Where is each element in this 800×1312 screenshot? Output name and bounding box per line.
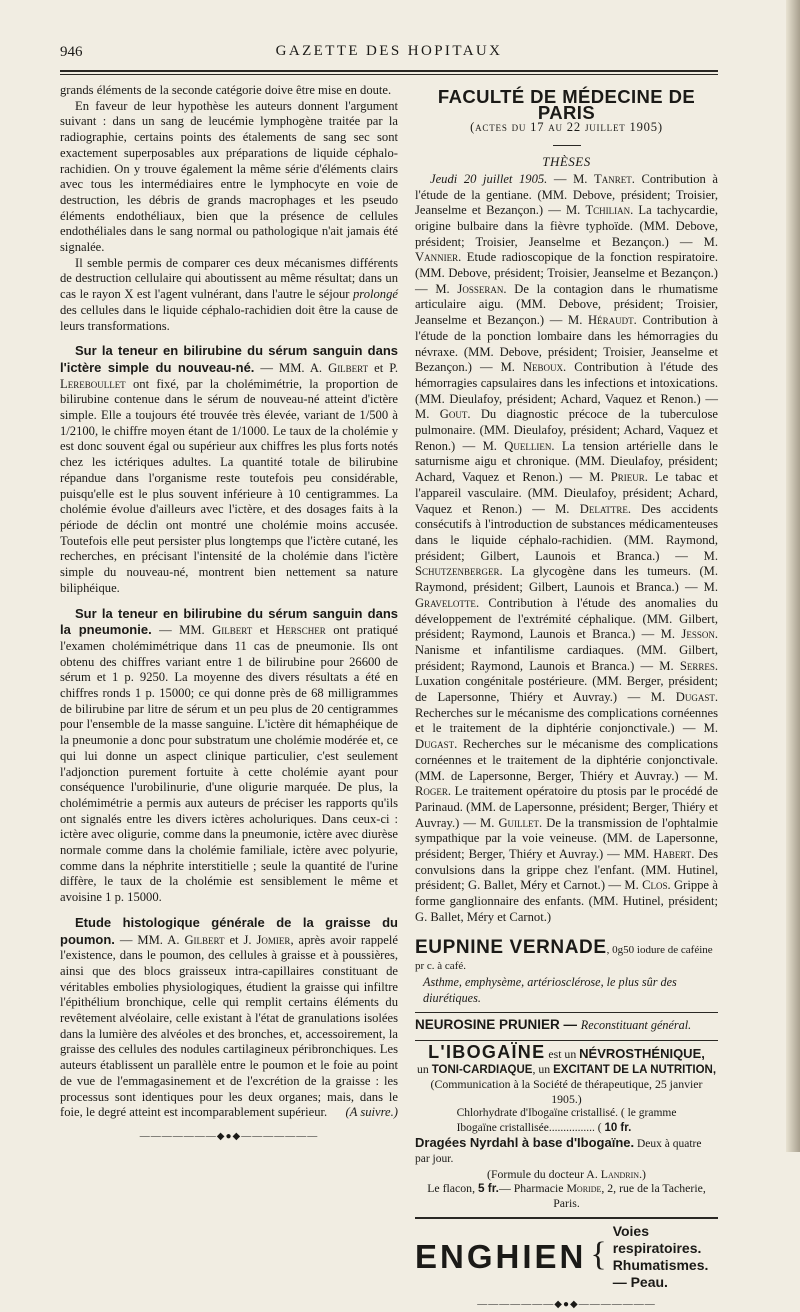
author-name: Gout [439,407,468,422]
header-rule-thick [60,70,718,72]
author-name: Clos [642,878,668,893]
section-heading: Sur la teneur en bilirubine du sérum sanguin dans l'ictère simple du nouveau-né. [60,343,398,375]
author-name: Guillet [498,815,540,830]
author-name: Neboux [522,360,564,375]
paragraph: Il semble permis de comparer ces deux mécanismes différents de destruction cellulaire qui aboutissent au même résultat; dans un cas le rayon X est l'agent vulnérant, dans l'autre le séjour prolongé des cellules dans le liquide céphalo-rachidien doit être la cause de leurs transformations. [60,255,398,333]
short-rule [553,145,581,146]
header-rule-thin [60,74,718,75]
section-heading: Sur la teneur en bilirubine du sérum sanguin dans la pneumonie. [60,605,398,638]
author-name: Vannier [415,250,459,265]
left-column [60,83,399,1142]
ad-brand: EUPNINE VERNADE [415,936,607,958]
author-name: Jomier [256,932,291,947]
theses-date: Jeudi 20 juillet 1905. [430,171,548,186]
author-name: Gilbert [184,932,225,947]
section-heading: Etude histologique générale de la graisse du poumon. [60,914,398,947]
author-name: Herscher [276,623,326,638]
ad-line: Rhumatismes. — Peau. [612,1256,709,1290]
author-name: Héraudt [588,313,634,328]
ad-neurosine-prunier: NEUROSINE PRUNIER — Reconstituant général. [415,1017,692,1033]
brace-glyph: { [590,1235,607,1273]
ad-brand: ENGHIEN [415,1237,587,1275]
end-ornament-rule: ———————◆●◆——————— [139,1131,319,1142]
author-name: Jesson [681,627,715,642]
emphasis: prolongé [352,287,398,302]
ad-enghien [415,1223,718,1291]
ad-divider [415,1012,718,1013]
author-name: Josseran [457,281,504,296]
author-name: Gilbert [212,623,253,638]
author-name: Gravelotte [415,595,476,610]
author-name: Tchilian [585,203,631,218]
ad-ibogaine: L'IBOGAÏNE est un NÉVROSTHÉNIQUE, un TONI-CARDIAQUE, un EXCITANT DE LA NUTRITION, (Communication à la Société de thérapeutique, 25 janvier 1905.) Chlorhydrate d'Ibogaïne cristallisé. ( le gramme Ibogaïne cristallisée................ ( 10 fr. Dragées Nyrdahl à base d'Ibogaïne. Deux à quatre par jour. (Formule du docteur A. Landrin.) Le flacon, 5 fr.— Pharmacie Moride, 2, rue de la Tacherie, Paris. [415,1042,717,1211]
theses-list: Jeudi 20 juillet 1905. — M. Tanret. Contribution à l'étude de la gentiane. (MM. Debove, président; Troisier, Jeanselme et Bezançon.) — M. Tchilian. La tachycardie, origine bulbaire dans la fièvre typhoïde. (MM. Debove, président; Troisier, Jeanselme et Bezançon.) — M. Vannier. Etude radioscopique de la fonction respiratoire. (MM. Debove, président; Troisier, Jeanselme et Bezançon.) — M. Josseran. De la contagion dans le rhumatisme articulaire aigu. (MM. Debove, président; Troisier, Jeanselme et Bezançon.) — M. Héraudt. Contribution à l'étude de la ponction lombaire dans les hémorragies du névraxe. (MM. Debove, président; Troisier, Jeanselme et Bezançon.) — M. Neboux. Contribution à l'étude des hémorragies capsulaires dans les infections et intoxications. (MM. Dieulafoy, président; Achard, Vaquez et Renon.) — M. Gout. Du diagnostic précoce de la tuberculose pulmonaire. (MM. Dieulafoy, président; Achard, Vaquez et Renon.) — M. Quellien. La tension artérielle dans le saturnisme aigu et chronique. (MM. Dieulafoy, président; Achard, Vaquez et Renon.) — M. Prieur. Le tabac et l'appareil vasculaire. (MM. Dieulafoy, président; Achard, Vaquez et Renon.) — M. Delattre. Des accidents consécutifs à l'introduction de substances médicamenteuses dans le liquide céphalo-rachidien. (MM. Raymond, président; Gilbert, Launois et Branca.) — M. Schutzenberger. La glycogène dans les tumeurs. (M. Raymond, président; Gilbert, Launois et Branca.) — M. Gravelotte. Contribution à l'étude des anomalies du développement de l'extrémité céphalique. (MM. Gilbert, président; Raymond, Launois et Branca.) — M. Jesson. Nanisme et infantilisme cardiaques. (MM. Gilbert, président; Raymond, Launois et Branca.) — M. Serres. Luxation congénitale postérieure. (MM. Berger, président; de Lapersonne, Thiéry et Auvray.) — M. Dugast. Recherches sur le mécanisme des complications cornéennes et le traitement de la diphtérie conjonctivale.) — M. Dugast. Recherches sur le mécanisme des complications cornéennes et le traitement de la diphtérie conjonctivale. (MM. de Lapersonne, Berger, Thiéry et Auvray.) — M. Roger. Le traitement opératoire du ptosis par le procédé de Parinaud. (MM. de Lapersonne, président; Berger, Thiéry et Auvray.) — M. Guillet. De la transmission de l'ophtalmie sympathique par la voie veineuse. (MM. de Lapersonne, président; Berger, Thiéry et Auvray.) — MM. Habert. Des convulsions dans la grippe chez l'enfant. (MM. Hutinel, président; G. Ballet, Méry et Carnot.) — M. Clos. Grippe à forme ganglionnaire des enfants. (MM. Hutinel, président; G. Ballet, Méry et Carnot.) [415,171,719,924]
paragraph: grands éléments de la seconde catégorie doive être mise en doute. [60,83,392,97]
author-name: Gilbert [328,360,369,375]
to-be-continued: (A suivre.) [345,1105,398,1120]
ad-tagline: Reconstituant général. [580,1018,692,1033]
author-name: Quellien [504,438,552,453]
paragraph: En faveur de leur hypothèse les auteurs donnent l'argument suivant : dans un sang de leucémie lymphogène traitée par la radiographie, certains points des étalements de sang sec sont exactement superposables aux préparations de liquide céphalo-rachidien. On y trouve également la même série d'éléments clairs avec tous les intermédiaires entre le lymphocyte en voie de destruction, les débris de grands macrophages et les pseudo éléments endothéliaux, bien que la présence de cellules endothéliales dans le sang normal ou pathologique n'ait jamais été signalée. [60,98,398,255]
author-name: Serres [679,658,715,673]
faculty-subheading: (actes du 17 au 22 juillet 1905) [470,120,663,135]
author-name: Roger [415,784,448,799]
page-header [60,42,718,64]
theses-heading: THÈSES [542,154,591,170]
page-number: 946 [60,44,83,60]
end-ornament-rule: ———————◆●◆——————— [477,1298,656,1310]
ad-brand: NEUROSINE PRUNIER [415,1017,560,1033]
author-name: Dugast [415,737,455,752]
section-lung-fat: Etude histologique générale de la graisse du poumon. — MM. A. Gilbert et J. Jomier, après avoir rappelé l'existence, dans le poumon, des cellules à graisse et à poussières, ainsi que des blocs graisseux intra-capillaires constituant de véritables embolies physiologiques, étudient la graisse qui infiltre l'épithélium bronchique, celle qui remplit certains éléments du revêtement alvéolaire, celle existant à l'état de granulations isolées dans la lumière des alvéoles et des bronches, et, accessoirement, la graisse des cellules des nodules cartilagineux péribronchiques. Les auteurs établissent un parallèle entre le poumon et le foie au point de vue de l'emmagasinement et de l'excrétion de la graisse : les processus sont identiques pour les deux organes; mais, dans le foie, le degré atteint est incomparablement supérieur. (A suivre.) [60,914,398,1120]
author-name: Habert [653,847,692,862]
ad-eupnine-vernade: EUPNINE VERNADE, 0g50 iodure de caféine pr c. à café. Asthme, emphysème, artériosclérose, le plus sûr des diurétiques. [415,940,718,1007]
author-name: Prieur [610,470,645,485]
section-bilirubin-pneumonia: Sur la teneur en bilirubine du sérum sanguin dans la pneumonie. — MM. Gilbert et Herscher ont pratiqué l'examen cholémimétrique dans 11 cas de pneumonie. Ils ont obtenu des chiffres variant entre 1 de bilirubine pour 26600 de sérum et 1 p. 9250. La moyenne des divers résultats a été en chiffres ronds 1 p. 15000; ce qui donne près de 68 milligrammes de bilirubine par litre de sérum et un peu plus de 20 centigrammes pour l'ensemble de la masse sanguine. L'ictère dit hémaphéique de la pneumonie a donc pour substratum une cholémie modérée et, ce qui lui donne un aspect clinique particulier, c'est seulement l'adjonction purement fortuite à cette cholémie ayant pour conséquence l'urobilinurie, d'une oligurie marquée. De plus, la cholémimétrie a permis aux auteurs de préciser les rapports qu'ils ont signalés entre les divers ictères acholuriques. Dans ceux-ci : ictère avec oligurie, comme dans la pneumonie, ictère avec diurèse normale comme dans la cholémie familiale, ictère avec polyurie, comme dans la néphrite interstitielle ; seule la quantité de l'urine diffère, le taux de la cholémie est sensiblement le même et avoisine 1 p. 15000. [60,605,399,905]
journal-title: GAZETTE DES HOPITAUX [275,43,503,59]
right-column [415,83,719,1310]
ad-line: Voies respiratoires. [612,1222,702,1256]
page-edge-shadow [786,0,800,1152]
author-name: Delattre [579,501,628,516]
author-name: Lereboullet [60,376,126,391]
ad-price-table: Chlorhydrate d'Ibogaïne cristallisé. ( le gramme Ibogaïne cristallisée................ ( 10 fr. [456,1107,677,1135]
ad-divider [415,1217,718,1219]
ad-brand: L'IBOGAÏNE [428,1042,546,1063]
author-name: Schutzenberger [415,564,500,579]
author-name: Tanret [594,171,632,186]
author-name: Dugast [675,690,715,705]
faculty-heading: FACULTÉ DE MÉDECINE DE PARIS [437,86,696,123]
ad-divider [415,1040,718,1041]
ad-tagline: Asthme, emphysème, artériosclérose, le plus sûr des diurétiques. [423,974,677,1005]
section-bilirubin-newborn: Sur la teneur en bilirubine du sérum sanguin dans l'ictère simple du nouveau-né. — MM. A. Gilbert et P. Lereboullet ont fixé, par la cholémimétrie, la proportion de bilirubine contenue dans le sérum de nouveau-né atteint d'ictère simple. Elle a toujours été trouvée très élevée, variant de 1/500 à 1/2100, le chiffre moyen étant de 1/1000. Le taux de la cholémie y est donc souvent égal ou supérieur aux chiffres les plus forts notés chez les ictériques adultes. La quantité totale de bilirubine répandue dans l'organisme reste toutefois peu considérable, puisqu'elle est le plus souvent inférieure à 10 centigrammes. La cholémie évolue d'ailleurs avec l'ictère, et des dosages faits à la période de déclin ont montré une cholémie moins accusée. Toutefois elle peut persister plus longtemps que l'ictère cutané, les recherches, en précisant l'intensité de la cholémie dans l'ictère simple du nouveau-né, montrent bien nettement sa nature biliphéique. [60,343,398,595]
